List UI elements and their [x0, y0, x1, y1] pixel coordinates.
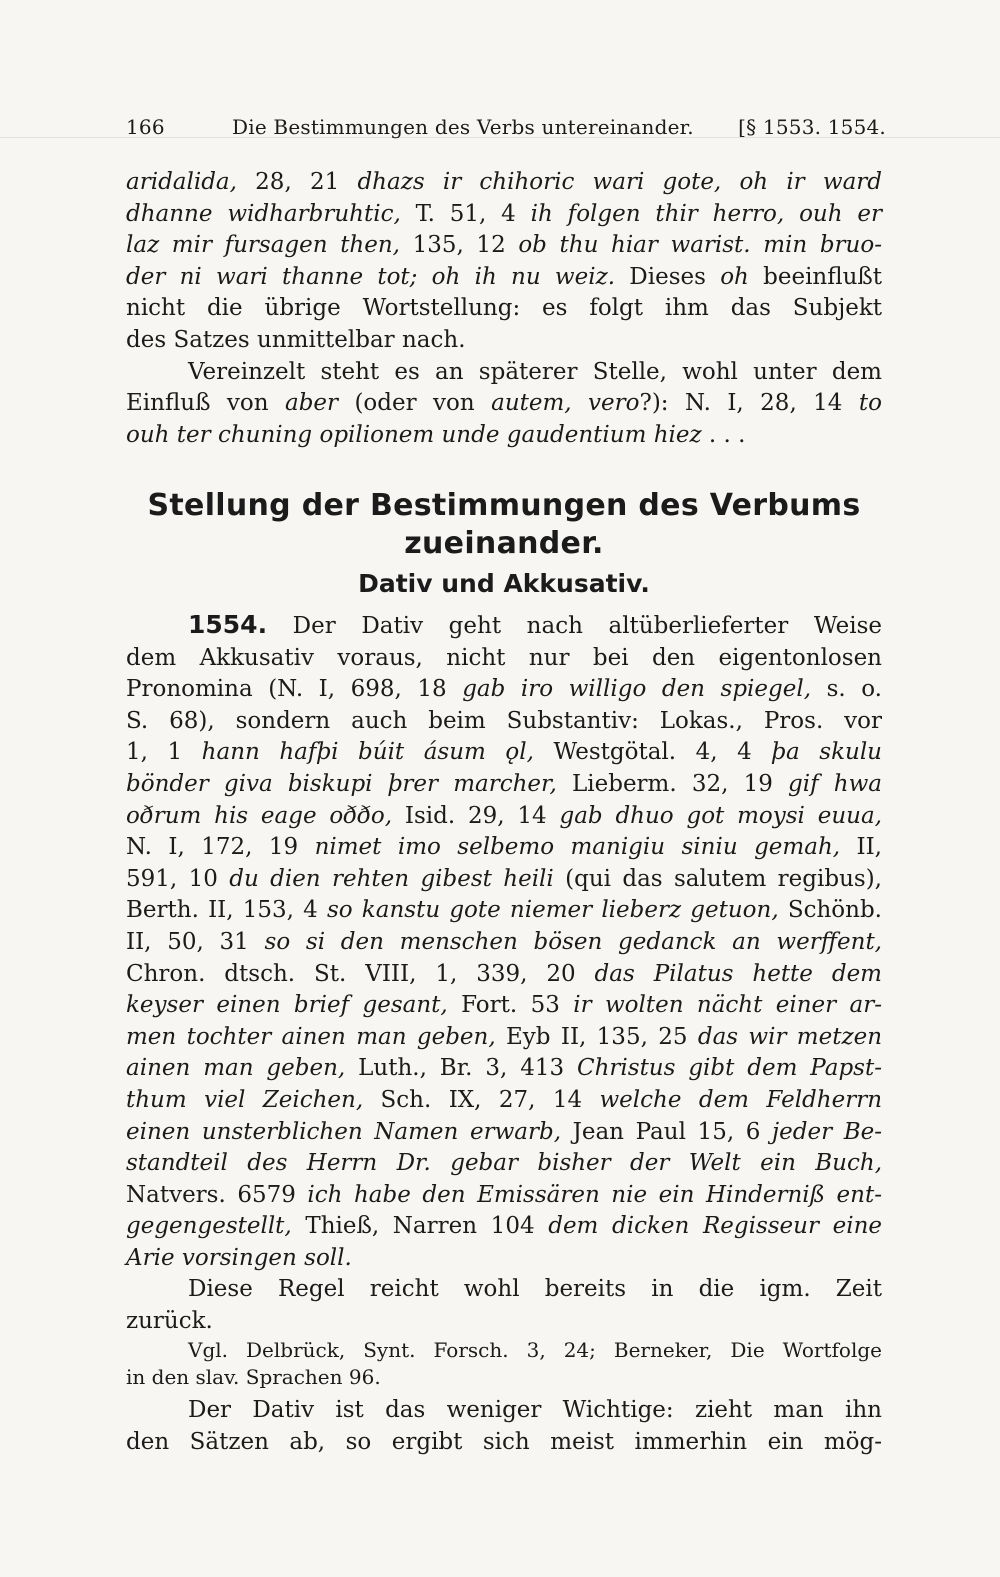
text-line — [126, 832, 882, 864]
text-line — [126, 609, 882, 643]
italic-run: dhanne widharbruhtic, — [126, 200, 401, 227]
subheading: Dativ und Akkusativ. — [358, 569, 650, 598]
text-run: Eyb II, 135, 25 — [495, 1023, 698, 1050]
text-run: s. o. — [811, 676, 882, 703]
footnote-block — [126, 1337, 882, 1391]
italic-run: ouh ter chuning opilionem unde gaudentium hiez — [126, 421, 702, 448]
italic-run: ainen man geben, — [126, 1055, 346, 1082]
text-run: Berth. II, 153, 4 — [126, 897, 327, 924]
text-run: Sch. IX, 27, 14 — [363, 1086, 600, 1113]
italic-run: dhazs ir chihoric wari gote, oh ir ward — [357, 169, 882, 195]
text-line — [126, 199, 882, 231]
text-line — [126, 293, 882, 325]
italic-run: gab iro willigo den spiegel, — [462, 676, 812, 703]
text-run: 591, 10 — [126, 865, 230, 892]
text-run: Isid. 29, 14 — [392, 802, 560, 829]
chapter-heading-line-2: zueinander. — [404, 526, 604, 561]
text-line — [126, 420, 882, 452]
text-line — [126, 1306, 882, 1338]
text-line — [126, 325, 882, 357]
italic-run: ich habe den Emissären nie ein Hinderniß ent- — [307, 1181, 883, 1208]
text-run: Lieberm. 32, 19 — [556, 770, 789, 797]
italic-run: dem dicken Regisseur eine — [548, 1213, 882, 1240]
text-line — [126, 990, 882, 1022]
section-reference: [§ 1553. 1554. — [738, 115, 886, 139]
italic-run: ob thu hiar warist. min bruo- — [518, 232, 882, 259]
text-run: des Satzes unmittelbar nach. — [126, 326, 466, 353]
running-title: Die Bestimmungen des Verbs untereinander. — [232, 115, 694, 139]
text-run: 1, 1 — [126, 739, 202, 766]
text-run: Natvers. 6579 — [126, 1181, 308, 1208]
text-line — [126, 864, 882, 896]
text-line — [126, 1243, 882, 1275]
text-line — [126, 1053, 882, 1085]
text-run: den Sätzen ab, so ergibt sich meist immerhin ein mög- — [126, 1428, 882, 1455]
text-line — [126, 1022, 882, 1054]
text-line — [126, 737, 882, 769]
chapter-heading-line-1: Stellung der Bestimmungen des Verbums — [147, 488, 861, 523]
text-run: 135, 12 — [399, 232, 519, 259]
text-run: Diese Regel reicht wohl bereits in die igm. Zeit — [188, 1276, 882, 1303]
italic-run: autem, vero — [491, 390, 640, 417]
text-line — [126, 1085, 882, 1117]
italic-run: oh — [720, 263, 749, 290]
text-run: ?): N. I, 28, 14 — [639, 390, 859, 417]
paragraph-block-1 — [126, 167, 882, 451]
text-line — [126, 167, 882, 199]
text-run: II, — [840, 834, 882, 861]
text-run: Jean Paul 15, 6 — [561, 1118, 773, 1145]
italic-run: der ni wari thanne tot; oh ih nu weiz. — [126, 263, 616, 290]
italic-run: to — [858, 390, 882, 417]
italic-run: du dien rehten gibest heili — [229, 865, 554, 892]
text-run: zurück. — [126, 1308, 213, 1335]
text-run: Der Dativ geht nach altüberlieferter Weise — [267, 613, 882, 639]
italic-run: einen unsterblichen Namen erwarb, — [126, 1118, 562, 1145]
text-run: Luth., Br. 3, 413 — [345, 1055, 577, 1082]
italic-run: das Pilatus hette dem — [594, 960, 882, 987]
text-line — [126, 895, 882, 927]
text-run: dem Akkusativ voraus, nicht nur bei den eigentonlosen — [126, 644, 882, 671]
text-run: (oder von — [338, 390, 492, 417]
italic-run: Arie vorsingen soll. — [126, 1244, 352, 1271]
text-run: Vgl. Delbrück, Synt. Forsch. 3, 24; Berneker, Die Wortfolge — [188, 1338, 882, 1362]
italic-run: thum viel Zeichen, — [126, 1086, 364, 1113]
text-line — [126, 1337, 882, 1364]
text-run: T. 51, 4 — [400, 200, 531, 227]
italic-run: standteil des Herrn Dr. gebar bisher der Welt ein Buch, — [126, 1150, 882, 1177]
text-line — [126, 388, 882, 420]
text-line — [126, 801, 882, 833]
text-run: Thieß, Narren 104 — [291, 1213, 549, 1240]
text-run: Vereinzelt steht es an späterer Stelle, wohl unter dem — [188, 358, 882, 385]
italic-run: aber — [284, 390, 339, 417]
section-number: 1554. — [188, 610, 268, 639]
italic-run: hann hafþi búit ásum ǫl, — [201, 739, 534, 766]
text-line — [126, 927, 882, 959]
paragraph-block-2 — [126, 609, 882, 1338]
text-line — [126, 1395, 882, 1427]
text-line — [126, 1211, 882, 1243]
text-line — [126, 230, 882, 262]
italic-run: keyser einen brief gesant, — [126, 992, 448, 1019]
text-run: Chron. dtsch. St. VIII, 1, 339, 20 — [126, 960, 595, 987]
text-line — [126, 357, 882, 389]
italic-run: laz mir fursagen then, — [126, 232, 400, 259]
italic-run: gegengestellt, — [126, 1213, 292, 1240]
italic-run: oðrum his eage oððo, — [126, 802, 393, 829]
text-run: beeinflußt — [748, 263, 883, 290]
text-line — [126, 1117, 882, 1149]
text-line — [126, 959, 882, 991]
text-run: II, 50, 31 — [126, 928, 265, 955]
text-line — [126, 262, 882, 294]
text-run: Westgötal. 4, 4 — [533, 739, 772, 766]
italic-run: Christus gibt dem Papst- — [577, 1055, 882, 1082]
italic-run: so si den menschen bösen gedanck an werffent, — [264, 928, 882, 955]
text-run: S. 68), sondern auch beim Substantiv: Lokas., Pros. vor — [126, 707, 882, 734]
text-line — [126, 1148, 882, 1180]
page-number: 166 — [126, 115, 165, 139]
text-line — [126, 643, 882, 675]
text-run: Schönb. — [778, 897, 882, 924]
text-line — [126, 1274, 882, 1306]
text-line — [126, 769, 882, 801]
paragraph-block-4 — [126, 1395, 882, 1458]
text-line — [126, 1427, 882, 1459]
italic-run: aridalida, — [126, 169, 237, 195]
italic-run: bönder giva biskupi þrer marcher, — [126, 770, 557, 797]
italic-run: ir wolten nächt einer ar- — [573, 992, 882, 1019]
italic-run: welche dem Feldherrn — [599, 1086, 883, 1113]
text-line — [126, 674, 882, 706]
text-run: Fort. 53 — [447, 992, 574, 1019]
text-run: 28, 21 — [236, 169, 358, 195]
italic-run: jeder Be- — [772, 1118, 883, 1145]
text-line — [126, 1364, 882, 1391]
text-run: Dieses — [615, 263, 721, 290]
text-run: N. I, 172, 19 — [126, 834, 315, 861]
italic-run: gab dhuo got moysi euua, — [559, 802, 882, 829]
italic-run: gif hwa — [788, 770, 882, 797]
italic-run: men tochter ainen man geben, — [126, 1023, 496, 1050]
italic-run: þa skulu — [771, 739, 882, 766]
text-run: Einfluß von — [126, 390, 285, 417]
text-run: nicht die übrige Wortstellung: es folgt ihm das Subjekt — [126, 295, 882, 322]
text-run: . . . — [701, 421, 746, 448]
text-line — [126, 1180, 882, 1212]
italic-run: so kanstu gote niemer lieberz getuon, — [326, 897, 779, 924]
text-line — [126, 706, 882, 738]
italic-run: nimet imo selbemo manigiu siniu gemah, — [314, 834, 841, 861]
text-run: in den slav. Sprachen 96. — [126, 1365, 381, 1389]
text-run: Der Dativ ist das weniger Wichtige: zieht man ihn — [188, 1397, 882, 1423]
text-run: (qui das salutem regibus), — [553, 865, 882, 892]
italic-run: das wir metzen — [697, 1023, 883, 1050]
italic-run: ih folgen thir herro, ouh er — [530, 200, 882, 227]
text-run: Pronomina (N. I, 698, 18 — [126, 676, 463, 703]
